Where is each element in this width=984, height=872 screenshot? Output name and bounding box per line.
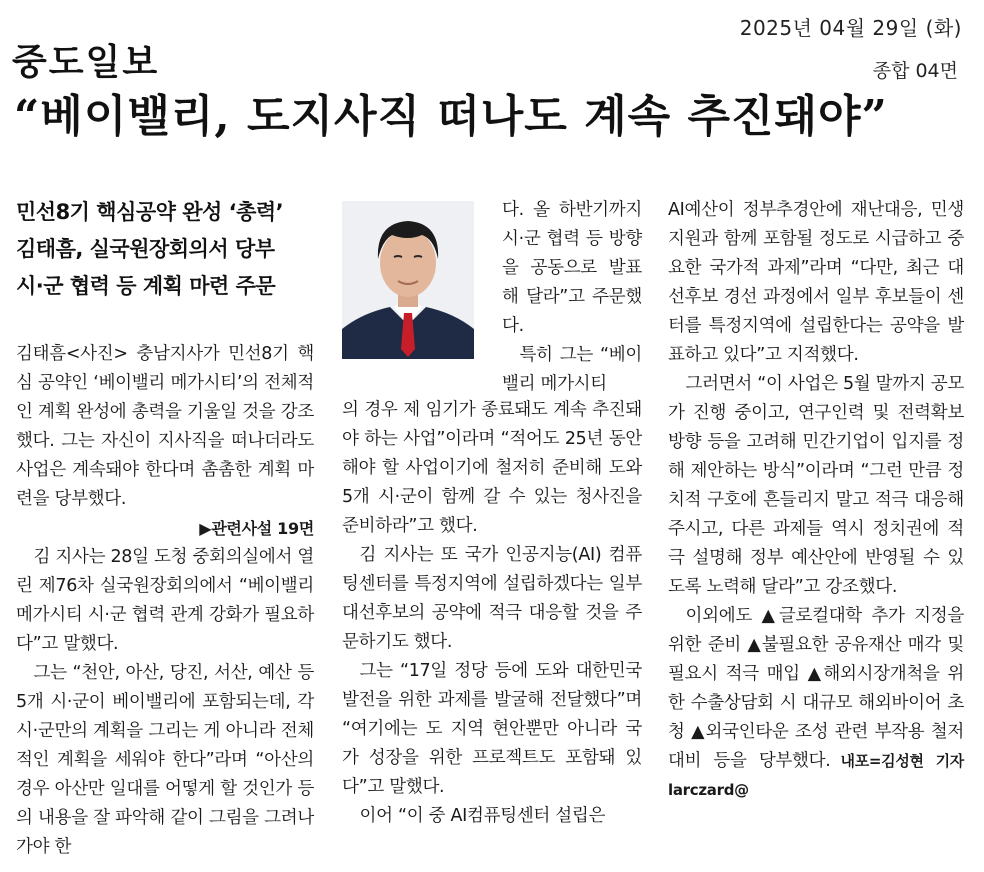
paragraph: 다. 올 하반기까지 시·군 협력 등 방향을 공동으로 발표해 달라”고 주문했다. bbox=[502, 200, 642, 336]
paragraph: 김태흠<사진> 충남지사가 민선8기 핵심 공약인 ‘베이밸리 메가시티’의 전체적인 계획 완성에 총력을 기울일 것을 강조했다. 그는 자신이 지사직을 떠나더라도 사업은 계속돼야 한다며 촘촘한 계획 마련을 당부했다. bbox=[16, 344, 314, 509]
paragraph: AI예산이 정부추경안에 재난대응, 민생지원과 함께 포함될 정도로 시급하고 중요한 국가적 과제”라며 “다만, 최근 대선후보 경선 과정에서 일부 후보들이 센터를 특정지역에 설립한다는 공약을 발표하고 있다”고 지적했다. bbox=[668, 200, 964, 365]
subheadline-2: 김태흠, 실국원장회의서 당부 bbox=[16, 237, 275, 261]
portrait-illustration bbox=[342, 201, 474, 359]
portrait-photo bbox=[342, 201, 474, 359]
paragraph: 그는 “천안, 아산, 당진, 서산, 예산 등 5개 시·군이 베이밸리에 포함되는데, 각 시·군만의 계획을 그리는 게 아니라 전체적인 계획을 세워야 한다”라며 “아산의 경우 아산만 일대를 어떻게 할 것인가 등의 내용을 잘 파악해 같이 그림을 그려나가야 한 bbox=[16, 663, 314, 857]
paragraph: 이어 “이 중 AI컴퓨팅센터 설립은 bbox=[359, 806, 606, 826]
subheadline-1: 민선8기 핵심공약 완성 ‘총력’ bbox=[16, 200, 284, 224]
subheadline-block bbox=[16, 194, 314, 305]
paragraph-text: 이외에도 ▲글로컬대학 추가 지정을 위한 준비 ▲불필요한 공유재산 매각 및 필요시 적극 매입 ▲해외시장개척을 위한 수출상담회 시 대규모 해외바이어 초청 ▲외국인타운 조성 관련 부작용 철저 대비 등을 당부했다. bbox=[668, 606, 964, 771]
column-2-beside-photo bbox=[502, 196, 642, 399]
column-2 bbox=[342, 396, 642, 831]
paragraph: 김 지사는 28일 도청 중회의실에서 열린 제76차 실국원장회의에서 “베이밸리 메가시티 시·군 협력 관계 강화가 필요하다”고 말했다. bbox=[16, 547, 314, 654]
paragraph: 의 경우 제 임기가 종료돼도 계속 추진돼야 하는 사업”이라며 “적어도 25년 동안 해야 할 사업이기에 철저히 준비해 도와 5개 시·군이 함께 갈 수 있는 청사진을 준비하라”고 했다. bbox=[342, 400, 642, 536]
column-1 bbox=[16, 340, 314, 862]
column-3 bbox=[668, 196, 964, 805]
reporter-byline: 내포=김성현 기자 larczard@ bbox=[668, 752, 964, 799]
section-page: 종합 04면 bbox=[872, 60, 958, 82]
paragraph: 그러면서 “이 사업은 5월 말까지 공모가 진행 중이고, 연구인력 및 전력확보 방향 등을 고려해 민간기업이 입지를 정해 제안하는 방식”이라며 “그런 만큼 정치적 구호에 흔들리지 말고 적극 대응해 주시고, 다른 과제들 역시 정치권에 적극 설명해 정부 예산안에 반영될 수 있도록 노력해 달라”고 강조했다. bbox=[668, 374, 964, 597]
paragraph: 특히 그는 “베이밸리 메가시티 bbox=[502, 345, 642, 394]
subheadline-3: 시·군 협력 등 계획 마련 주문 bbox=[16, 274, 276, 298]
paragraph bbox=[668, 602, 964, 805]
issue-date: 2025년 04월 29일 (화) bbox=[739, 16, 962, 40]
paragraph: 그는 “17일 정당 등에 도와 대한민국 발전을 위한 과제를 발굴해 전달했다”며 “여기에는 도 지역 현안뿐만 아니라 국가 성장을 위한 프로젝트도 포함돼 있다”고 말했다. bbox=[342, 661, 642, 797]
related-editorial-ref: ▶관련사설 19면 bbox=[199, 519, 314, 538]
article-headline: “베이밸리, 도지사직 떠나도 계속 추진돼야” bbox=[14, 91, 888, 142]
newspaper-masthead: 중도일보 bbox=[12, 42, 160, 83]
paragraph: 김 지사는 또 국가 인공지능(AI) 컴퓨팅센터를 특정지역에 설립하겠다는 일부 대선후보의 공약에 적극 대응할 것을 주문하기도 했다. bbox=[342, 545, 642, 652]
